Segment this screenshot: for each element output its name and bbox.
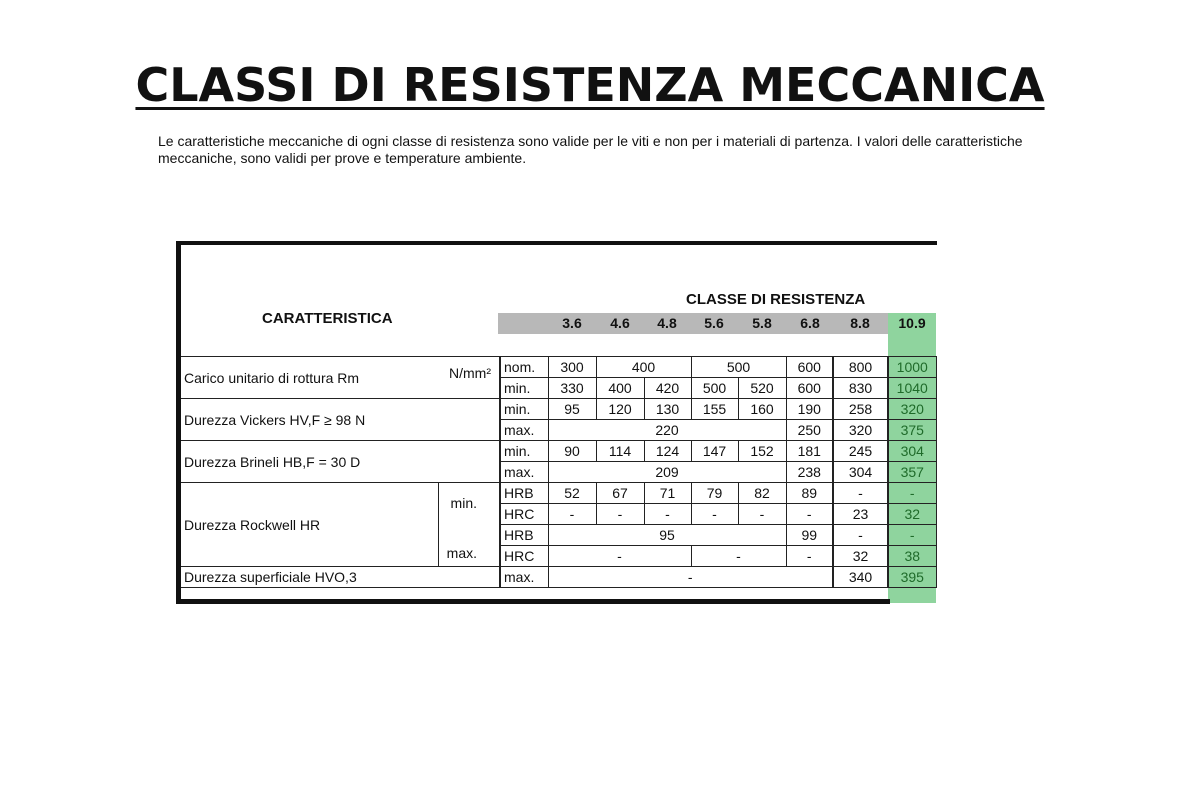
value-cell: 500 bbox=[691, 357, 786, 378]
sub-label: HRB bbox=[500, 525, 548, 546]
value-cell: - bbox=[691, 546, 786, 567]
sub-label: max. bbox=[500, 462, 548, 483]
value-cell: - bbox=[786, 546, 833, 567]
sub-label: nom. bbox=[500, 357, 548, 378]
value-cell: - bbox=[738, 504, 786, 525]
row-label bbox=[181, 483, 438, 567]
value-cell: 400 bbox=[596, 378, 644, 399]
frame-border-bottom bbox=[176, 599, 890, 604]
value-cell: 250 bbox=[786, 420, 833, 441]
value-cell: 152 bbox=[738, 441, 786, 462]
value-cell: 258 bbox=[833, 399, 888, 420]
sub-label: max. bbox=[500, 420, 548, 441]
value-cell: 500 bbox=[691, 378, 738, 399]
value-cell: 1040 bbox=[888, 378, 936, 399]
value-cell: 95 bbox=[548, 399, 596, 420]
value-cell: 67 bbox=[596, 483, 644, 504]
class-header-8.8: 8.8 bbox=[850, 315, 870, 331]
sub-label: HRB bbox=[500, 483, 548, 504]
value-cell: 52 bbox=[548, 483, 596, 504]
row-label-text: Durezza superficiale HVO,3 bbox=[184, 569, 357, 585]
value-cell: 38 bbox=[888, 546, 936, 567]
value-cell: 420 bbox=[644, 378, 691, 399]
unit-label: N/mm² bbox=[449, 364, 491, 381]
value-cell: - bbox=[596, 504, 644, 525]
value-cell: 304 bbox=[833, 462, 888, 483]
sub-label: min. bbox=[500, 441, 548, 462]
page-title: CLASSI DI RESISTENZA MECCANICA bbox=[135, 58, 1045, 112]
value-cell: 181 bbox=[786, 441, 833, 462]
sub-label: max. bbox=[500, 567, 548, 588]
value-cell: 400 bbox=[596, 357, 691, 378]
value-cell: 114 bbox=[596, 441, 644, 462]
value-cell: 190 bbox=[786, 399, 833, 420]
value-cell: 330 bbox=[548, 378, 596, 399]
classe-header: CLASSE DI RESISTENZA bbox=[686, 291, 866, 308]
value-cell: 600 bbox=[786, 378, 833, 399]
value-cell: 95 bbox=[548, 525, 786, 546]
row-label bbox=[181, 399, 500, 441]
row-label-text: Carico unitario di rottura Rm bbox=[184, 369, 360, 386]
properties-table bbox=[181, 356, 937, 588]
value-cell: 155 bbox=[691, 399, 738, 420]
minmax-label: min. bbox=[450, 495, 477, 511]
value-cell: 130 bbox=[644, 399, 691, 420]
value-cell: 320 bbox=[888, 399, 936, 420]
class-header-4.8: 4.8 bbox=[657, 315, 677, 331]
table-row bbox=[181, 441, 936, 462]
value-cell: 830 bbox=[833, 378, 888, 399]
value-cell: 245 bbox=[833, 441, 888, 462]
table-row bbox=[181, 357, 936, 378]
value-cell: - bbox=[548, 546, 691, 567]
table-row bbox=[181, 483, 936, 504]
value-cell: - bbox=[833, 525, 888, 546]
row-label-text: Durezza Brineli HB,F = 30 D bbox=[184, 453, 361, 470]
value-cell: 160 bbox=[738, 399, 786, 420]
value-cell: 71 bbox=[644, 483, 691, 504]
value-cell: 395 bbox=[888, 567, 936, 588]
value-cell: 147 bbox=[691, 441, 738, 462]
value-cell: - bbox=[548, 567, 833, 588]
row-label bbox=[181, 357, 500, 399]
value-cell: 120 bbox=[596, 399, 644, 420]
row-label bbox=[181, 441, 500, 483]
table-row bbox=[181, 567, 936, 588]
value-cell: - bbox=[833, 483, 888, 504]
value-cell: 23 bbox=[833, 504, 888, 525]
value-cell: 340 bbox=[833, 567, 888, 588]
intro-paragraph: Le caratteristiche meccaniche di ogni classe di resistenza sono valide per le viti e non per i materiali di partenza. I valori delle caratteristiche meccaniche, sono validi per prove e temperature ambiente. bbox=[158, 133, 1023, 166]
class-header-3.6: 3.6 bbox=[562, 315, 582, 331]
minmax-label: max. bbox=[446, 545, 477, 561]
value-cell: 375 bbox=[888, 420, 936, 441]
value-cell: - bbox=[691, 504, 738, 525]
value-cell: 357 bbox=[888, 462, 936, 483]
value-cell: - bbox=[786, 504, 833, 525]
value-cell: 124 bbox=[644, 441, 691, 462]
value-cell: 32 bbox=[833, 546, 888, 567]
value-cell: 90 bbox=[548, 441, 596, 462]
value-cell: 600 bbox=[786, 357, 833, 378]
value-cell: 82 bbox=[738, 483, 786, 504]
table-row bbox=[181, 399, 936, 420]
value-cell: 304 bbox=[888, 441, 936, 462]
frame-border-top bbox=[177, 241, 937, 245]
value-cell: 520 bbox=[738, 378, 786, 399]
value-cell: 209 bbox=[548, 462, 786, 483]
value-cell: 220 bbox=[548, 420, 786, 441]
minmax-cell bbox=[438, 483, 500, 567]
sub-label: min. bbox=[500, 378, 548, 399]
sub-label: HRC bbox=[500, 546, 548, 567]
value-cell: - bbox=[888, 525, 936, 546]
value-cell: 32 bbox=[888, 504, 936, 525]
class-header-4.6: 4.6 bbox=[610, 315, 630, 331]
value-cell: 320 bbox=[833, 420, 888, 441]
value-cell: 238 bbox=[786, 462, 833, 483]
class-header-6.8: 6.8 bbox=[800, 315, 820, 331]
value-cell: 800 bbox=[833, 357, 888, 378]
value-cell: - bbox=[888, 483, 936, 504]
caratteristica-header: CARATTERISTICA bbox=[262, 310, 393, 327]
class-header-10.9: 10.9 bbox=[898, 315, 926, 331]
value-cell: 99 bbox=[786, 525, 833, 546]
sub-label: min. bbox=[500, 399, 548, 420]
class-header-5.8: 5.8 bbox=[752, 315, 772, 331]
value-cell: 300 bbox=[548, 357, 596, 378]
value-cell: - bbox=[548, 504, 596, 525]
sub-label: HRC bbox=[500, 504, 548, 525]
row-label bbox=[181, 567, 500, 588]
value-cell: 89 bbox=[786, 483, 833, 504]
value-cell: - bbox=[644, 504, 691, 525]
value-cell: 1000 bbox=[888, 357, 936, 378]
row-label-text: Durezza Rockwell HR bbox=[184, 516, 321, 533]
row-label-text: Durezza Vickers HV,F ≥ 98 N bbox=[184, 411, 366, 428]
class-header-5.6: 5.6 bbox=[704, 315, 724, 331]
value-cell: 79 bbox=[691, 483, 738, 504]
